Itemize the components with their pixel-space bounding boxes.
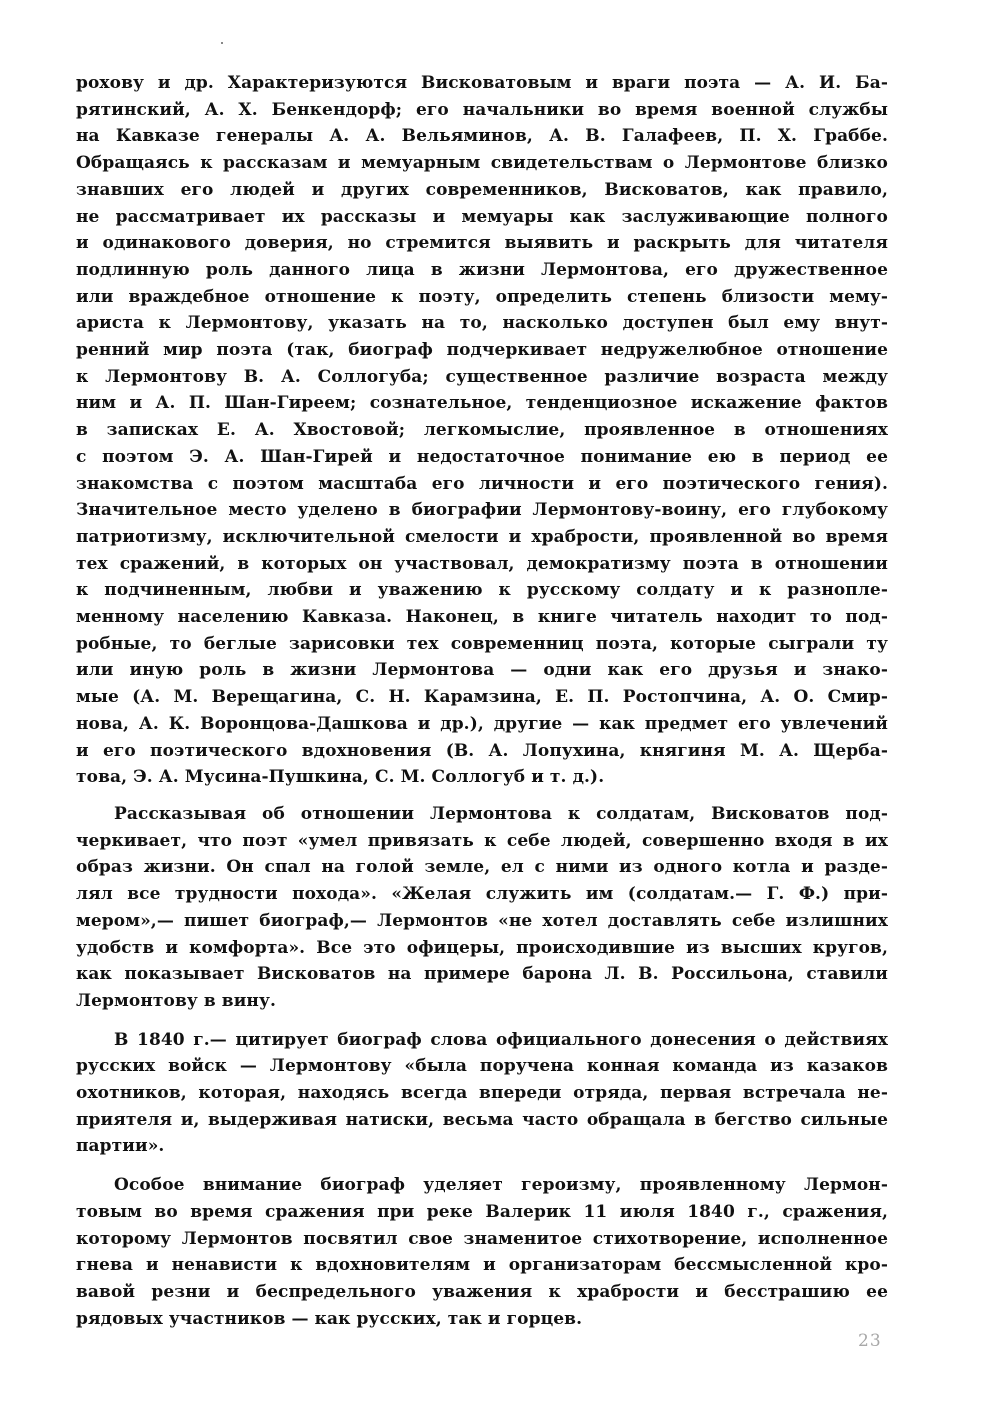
text-line: на Кавказе генералы А. А. Вельяминов, А. В. Галафеев, П. Х. Граббе. [76,126,888,147]
text-line: удобств и комфорта». Все это офицеры, происходившие из высших кругов, [76,937,888,958]
text-line: которому Лермонтов посвятил свое знаменитое стихотворение, исполненное [76,1228,888,1249]
paragraph-4 [76,1172,888,1332]
text-line: ним и А. П. Шан-Гиреем; сознательное, тенденциозное искажение фактов [76,393,888,414]
text-line: знавших его людей и других современников, Висковатов, как правило, [76,179,888,200]
paragraph-2 [76,801,888,1015]
paragraph-1 [76,70,888,791]
text-line: това, Э. А. Мусина-Пушкина, С. М. Соллогуб и т. д.). [76,767,605,788]
text-line: или враждебное отношение к поэту, определить степень близости мему- [76,286,888,307]
text-line: как показывает Висковатов на примере барона Л. В. Россильона, ставили [76,964,888,985]
text-line: тех сражений, в которых он участвовал, демократизму поэта в отношении [76,553,888,574]
text-line: рятинский, А. Х. Бенкендорф; его начальники во время военной службы [76,99,888,120]
text-line: и одинакового доверия, но стремится выявить и раскрыть для читателя [76,233,888,254]
text-line: робные, то беглые зарисовки тех современниц поэта, которые сыграли ту [76,633,888,654]
text-line: нова, А. К. Воронцова-Дашкова и др.), другие — как предмет его увлечений [76,713,888,734]
text-line: товым во время сражения при реке Валерик 11 июля 1840 г., сражения, [76,1201,888,1222]
text-line: Значительное место уделено в биографии Лермонтову-воину, его глубокому [76,500,888,521]
text-line: ренний мир поэта (так, биограф подчеркивает недружелюбное отношение [76,340,888,361]
text-line: с поэтом Э. А. Шан-Гирей и недостаточное понимание ею в период ее [76,446,888,467]
text-line: в записках Е. А. Хвостовой; легкомыслие, проявленное в отношениях [76,420,888,441]
text-line: партии». [76,1136,165,1157]
text-line: рохову и др. Характеризуются Висковатовым и враги поэта — А. И. Ба- [76,73,888,93]
text-line: Лермонтову в вину. [76,990,276,1011]
text-line: Рассказывая об отношении Лермонтова к солдатам, Висковатов под- [114,803,888,824]
text-line: знакомства с поэтом масштаба его личности и его поэтического гения). [76,473,888,494]
text-line: В 1840 г.— цитирует биограф слова официального донесения о действиях [114,1029,888,1050]
text-line: Обращаясь к рассказам и мемуарным свидетельствам о Лермонтове близко [76,153,888,174]
text-line: рядовых участников — как русских, так и горцев. [76,1308,583,1329]
text-line: охотников, которая, находясь всегда впереди отряда, первая встречала не- [76,1083,888,1104]
text-line: русских войск — Лермонтову «была поручена конная команда из казаков [76,1056,888,1077]
document-page [76,70,888,1344]
text-line: гнева и ненависти к вдохновителям и организаторам бессмысленной кро- [76,1255,888,1276]
text-line: Особое внимание биограф уделяет героизму, проявленному Лермон- [114,1175,888,1196]
page-number: 23 [858,1331,882,1351]
text-line: вавой резни и беспредельного уважения к храбрости и бесстрашию ее [76,1281,888,1302]
text-line: к подчиненным, любви и уважению к русскому солдату и к разнопле- [76,580,888,601]
text-line: патриотизму, исключительной смелости и храбрости, проявленной во время [76,526,888,547]
text-line: и его поэтического вдохновения (В. А. Лопухина, княгиня М. А. Щерба- [76,740,888,761]
text-line: или иную роль в жизни Лермонтова — одни как его друзья и знако- [76,660,888,681]
text-line: образ жизни. Он спал на голой земле, ел с ними из одного котла и разде- [76,857,888,878]
scan-speck [221,42,223,44]
text-line: ариста к Лермонтову, указать на то, насколько доступен был ему внут- [76,313,888,334]
text-line: менному населению Кавказа. Наконец, в книге читатель находит то под- [76,607,888,628]
text-line: мые (А. М. Верещагина, С. Н. Карамзина, Е. П. Ростопчина, А. О. Смир- [76,687,888,708]
text-line: мером»,— пишет биограф,— Лермонтов «не хотел доставлять себе излишних [76,910,888,931]
text-line: не рассматривает их рассказы и мемуары как заслуживающие полного [76,206,888,227]
text-line: приятеля и, выдерживая натиски, весьма часто обращала в бегство сильные [76,1109,888,1130]
text-line: к Лермонтову В. А. Соллогуба; существенное различие возраста между [76,366,888,387]
text-line: черкивает, что поэт «умел привязать к себе людей, совершенно входя в их [76,830,888,851]
text-line: лял все трудности похода». «Желая служить им (солдатам.— Г. Ф.) при- [76,884,888,905]
paragraph-3 [76,1027,888,1161]
text-line: подлинную роль данного лица в жизни Лермонтова, его дружественное [76,259,888,280]
